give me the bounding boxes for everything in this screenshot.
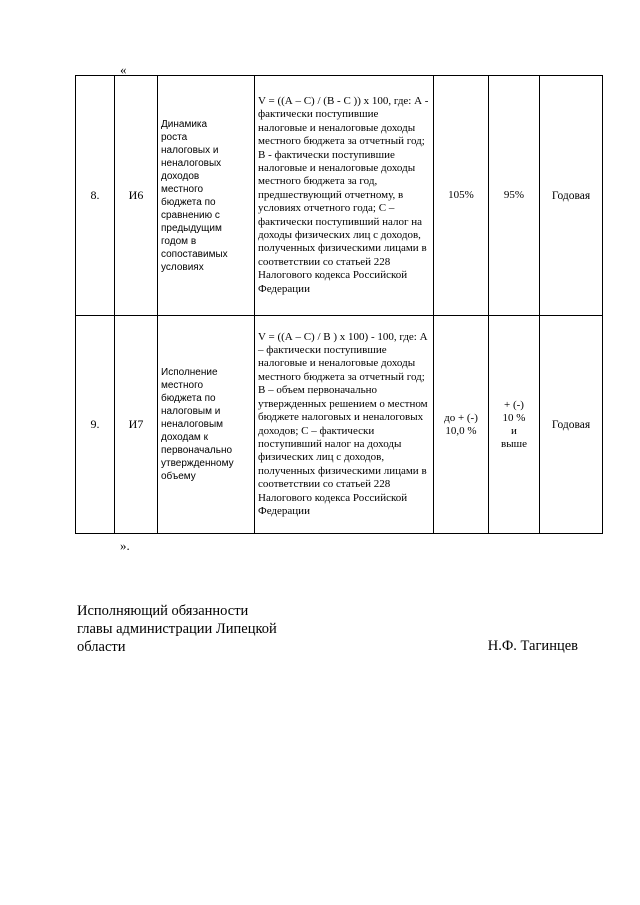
indicator-name: Динамика роста налоговых и неналоговых доходов местного бюджета по сравнению с предыдущим годом в сопоставимых условиях [158, 76, 255, 316]
indicator-value-primary: 105% [434, 76, 489, 316]
indicators-table [75, 75, 603, 534]
indicator-period: Годовая [540, 316, 603, 534]
indicator-formula: V = ((А – С) / В ) х 100) - 100, где: А – фактически поступившие налоговые и неналоговые доходы местного бюджета за отчетный год; В – объем первоначально утвержденных решением о местном бюджете налоговых и неналоговых доходов; С – фактически поступивший налог на доходы физических лиц с доходов, полученных физическими лицами в соответствии со статьей 228 Налогового кодекса Российской Федерации [255, 316, 434, 534]
row-number: 9. [76, 316, 115, 534]
table-row [76, 316, 603, 534]
indicator-value-secondary: + (-) 10 % и выше [489, 316, 540, 534]
opening-quote-mark: « [120, 62, 127, 77]
row-number: 8. [76, 76, 115, 316]
indicator-value-primary: до + (-) 10,0 % [434, 316, 489, 534]
indicator-value-secondary: 95% [489, 76, 540, 316]
closing-quote-mark: ». [120, 538, 130, 553]
signatory-title: Исполняющий обязанности главы администрации Липецкой области [77, 603, 277, 655]
indicator-formula: V = ((А – С) / (В - С )) х 100, где: А - фактически поступившие налоговые и неналоговые доходы местного бюджета за отчетный год; В - фактически поступившие налоговые и неналоговые доходы местного бюджета за год, предшествующий отчетному, в условиях отчетного года; С – фактически поступивший налог на доходы физических лиц с доходов, полученных физическими лицами в соответствии со статьей 228 Налогового кодекса Российской Федерации [255, 76, 434, 316]
indicator-name: Исполнение местного бюджета по налоговым и неналоговым доходам к первоначально утвержденному объему [158, 316, 255, 534]
signatory-name: Н.Ф. Тагинцев [487, 638, 578, 654]
indicator-period: Годовая [540, 76, 603, 316]
indicator-code: И6 [115, 76, 158, 316]
table-row [76, 76, 603, 316]
indicator-code: И7 [115, 316, 158, 534]
